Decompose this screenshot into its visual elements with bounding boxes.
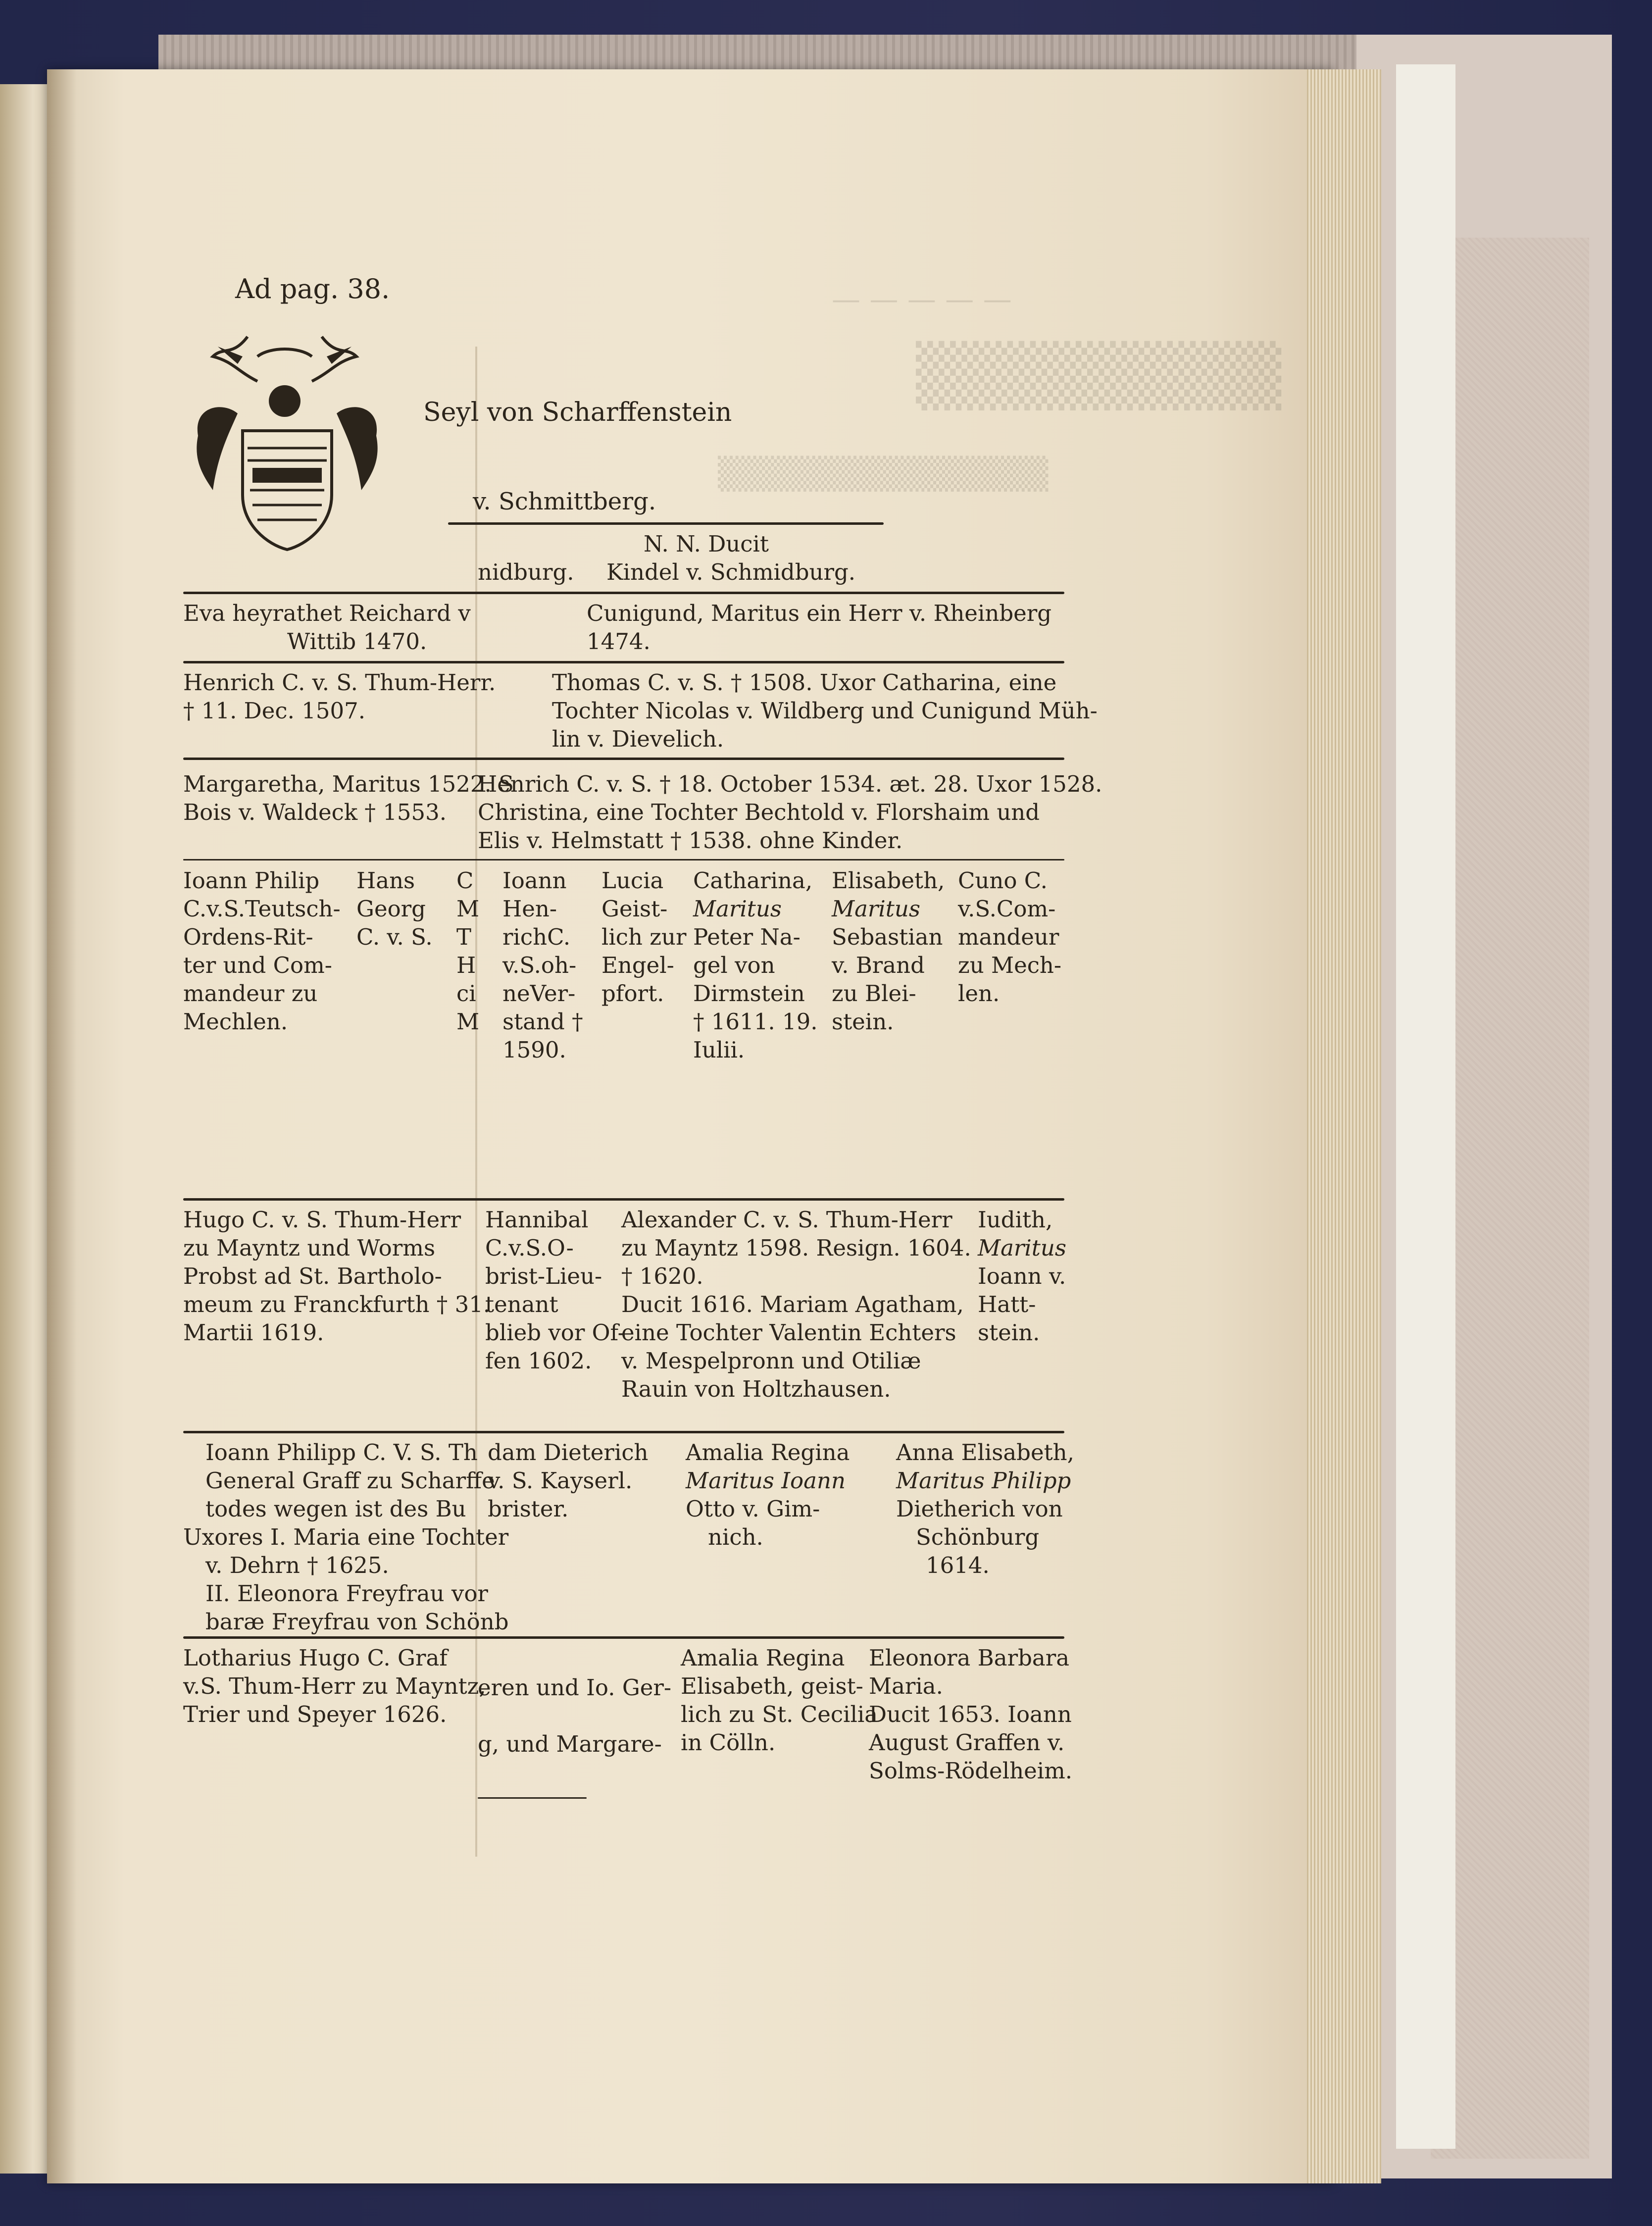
- gen2-left: Henrich C. v. S. Thum-Herr. † 11. Dec. 1507.: [183, 669, 496, 724]
- gen5-col3: Alexander C. v. S. Thum-Herr zu Mayntz 1598. Resign. 1604. † 1620. Ducit 1616. Mariam Agatham, eine Tochter Valentin Echters v. Mespelpronn und Otiliæ Rauin von Holtzhausen.: [621, 1207, 971, 1402]
- gen1-right: Cunigund, Maritus ein Herr v. Rheinberg 1474.: [587, 600, 1052, 655]
- generation-rule: [183, 1431, 1064, 1433]
- bleed-through-text: ▒▒▒▒▒▒▒▒▒▒▒▒▒▒: [718, 455, 1049, 492]
- gen3-right: Henrich C. v. S. † 18. October 1534. æt. 28. Uxor 1528. Christina, eine Tochter Bechtold v. Florshaim und Elis v. Helmstatt † 1538. ohne Kinder.: [478, 771, 1102, 854]
- gen5-col4: Iudith, Maritus Ioann v. Hatt- stein.: [978, 1207, 1066, 1346]
- gen3-left: Margaretha, Maritus 1522. S Bois v. Waldeck † 1553.: [183, 771, 514, 825]
- nn-left: nidburg.: [478, 559, 574, 585]
- gen1-left: Eva heyrathet Reichard v Wittib 1470.: [183, 600, 471, 655]
- generation-rule: [183, 859, 1064, 860]
- gen4-col1: Ioann Philip C.v.S.Teutsch- Ordens-Rit- ter und Com- mandeur zu Mechlen.: [183, 867, 341, 1035]
- gen6-col1: Ioann Philipp C. V. S. Th General Graff zu Scharffe todes wegen ist des Bu Uxores I. Maria eine Tochter v. Dehrn † 1625. II. Eleonora Freyfrau vor baræ Freyfrau von Schönb: [183, 1439, 509, 1635]
- gen4-col7: Elisabeth, Maritus Sebastian v. Brand zu Blei- stein.: [832, 867, 945, 1035]
- gen4-col4: Ioann Hen- richC. v.S.oh- neVer- stand † 1590.: [502, 867, 583, 1063]
- previous-page-edge: [0, 84, 54, 2174]
- gen4-col8: Cuno C. v.S.Com- mandeur zu Mech- len.: [958, 867, 1062, 1007]
- generation-rule: [183, 758, 1064, 760]
- gen7-col3: Amalia Regina Elisabeth, geist- lich zu St. Cecilia in Cölln.: [681, 1645, 878, 1756]
- page-stack-edge: [1307, 69, 1381, 2183]
- page-gutter-shadow: [47, 69, 77, 2183]
- generation-rule: [183, 592, 1064, 594]
- genealogy-title: Seyl von Scharffenstein: [423, 398, 732, 427]
- gen6-col2: dam Dieterich v. S. Kayserl. brister.: [488, 1439, 649, 1522]
- coat-of-arms-icon: [183, 327, 391, 555]
- nn-right: Kindel v. Schmidburg.: [606, 559, 856, 585]
- gen6-col3: Amalia Regina Maritus Ioann Otto v. Gim- nich.: [686, 1439, 850, 1550]
- gen7-col2: eren und Io. Ger- g, und Margare-: [478, 1674, 672, 1757]
- short-rule: [478, 1797, 587, 1799]
- gen4-col5: Lucia Geist- lich zur Engel- pfort.: [601, 867, 687, 1007]
- page-top-edge: [158, 35, 1356, 74]
- bracket-rule: [448, 522, 884, 525]
- generation-rule: [183, 661, 1064, 663]
- gen6-col4: Anna Elisabeth, Maritus Philipp Dietherich von Schönburg 1614.: [896, 1439, 1074, 1578]
- gen5-col2: Hannibal C.v.S.O- brist-Lieu- tenant blieb vor Of- fen 1602.: [485, 1207, 625, 1374]
- gen5-col1: Hugo C. v. S. Thum-Herr zu Mayntz und Worms Probst ad St. Bartholo- meum zu Franckfurth † 31. Martii 1619.: [183, 1207, 491, 1346]
- gen2-right: Thomas C. v. S. † 1508. Uxor Catharina, eine Tochter Nicolas v. Wildberg und Cunigund Müh- lin v. Dievelich.: [552, 669, 1098, 752]
- gen4-col6: Catharina, Maritus Peter Na- gel von Dirmstein † 1611. 19. Iulii.: [693, 867, 818, 1063]
- schmittberg-line: v. Schmittberg.: [473, 488, 656, 515]
- flyleaf: [1396, 64, 1455, 2149]
- bleed-through-text: — — — — —: [832, 282, 1012, 316]
- page-header: Ad pag. 38.: [235, 273, 390, 304]
- gen4-col3: C M T H ci M: [456, 867, 480, 1035]
- gen4-col2: Hans Georg C. v. S.: [356, 867, 433, 950]
- generation-rule: [183, 1198, 1064, 1201]
- gen7-col4: Eleonora Barbara Maria. Ducit 1653. Ioann August Graffen v. Solms-Rödelheim.: [869, 1645, 1073, 1784]
- gen7-col1: Lotharius Hugo C. Graf v.S. Thum-Herr zu Mayntz, Trier und Speyer 1626.: [183, 1645, 486, 1727]
- nn-ducit: N. N. Ducit: [644, 531, 769, 557]
- bleed-through-title: ▒▒▒▒▒▒▒▒: [916, 342, 1282, 410]
- generation-rule: [183, 1636, 1064, 1639]
